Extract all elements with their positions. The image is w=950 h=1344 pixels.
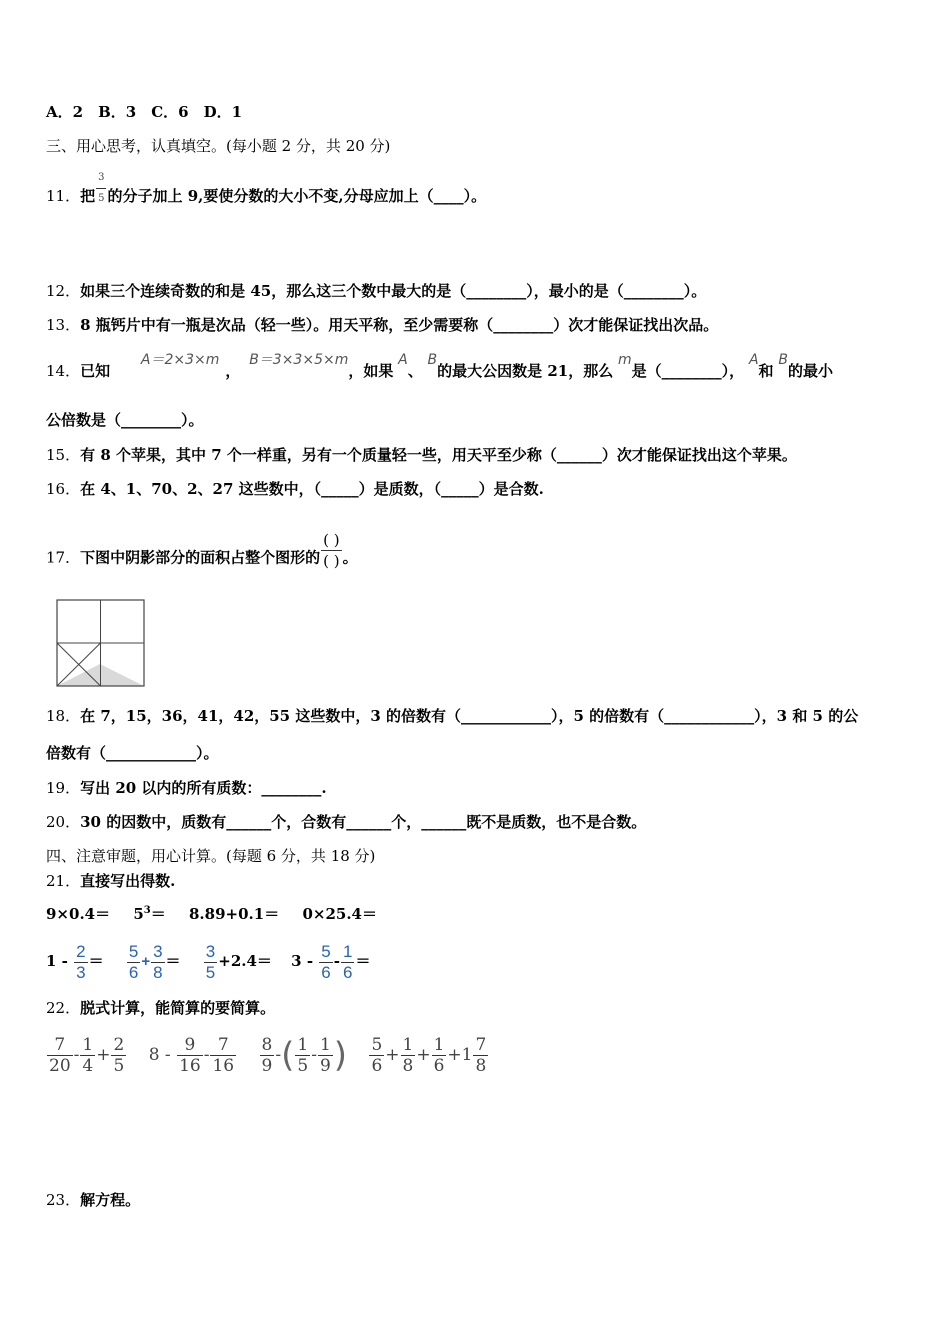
q17-fraction xyxy=(321,530,341,571)
q16-text: 在 4、1、70、2、27 这些数中，（_____）是质数，（_____）是合数. xyxy=(80,480,544,498)
q16-number: 16． xyxy=(46,480,81,498)
q21-r2-d-post: ＝ xyxy=(355,952,371,970)
q19-number: 19． xyxy=(46,779,81,797)
q11-frac-denominator: 5 xyxy=(96,188,106,209)
q22-e2-pre: 8 - xyxy=(148,1045,171,1065)
q22-e3-left-paren: ( xyxy=(281,1035,295,1076)
q22-e1-op-1: - xyxy=(73,1045,80,1065)
q17-text: 下图中阴影部分的面积占整个图形的 xyxy=(80,548,321,567)
question-22 xyxy=(46,998,275,1018)
frac-numerator: 8 xyxy=(261,1035,273,1055)
q22-e2-frac-1 xyxy=(177,1035,203,1076)
q11-fraction xyxy=(96,168,106,209)
q22-e4-frac-2 xyxy=(401,1035,416,1076)
q14-var-m: m xyxy=(618,352,632,368)
frac-numerator: 1 xyxy=(433,1035,445,1055)
question-15 xyxy=(46,445,797,465)
frac-denominator: 4 xyxy=(82,1056,94,1076)
q14-number: 14． xyxy=(46,362,81,380)
frac-numerator: 7 xyxy=(54,1035,66,1055)
q21-item-3: 8.89+0.1＝ xyxy=(189,905,280,923)
question-16 xyxy=(46,479,544,499)
section4-title: 四、注意审题，用心计算。(每题 6 分，共 18 分) xyxy=(46,847,376,865)
frac-numerator: 2 xyxy=(76,941,86,961)
frac-denominator: 16 xyxy=(212,1056,235,1076)
q17-post: 。 xyxy=(342,548,358,567)
frac-denominator: 9 xyxy=(261,1056,273,1076)
frac-denominator: 8 xyxy=(475,1056,487,1076)
q17-grid-figure xyxy=(56,599,146,688)
q17-frac-numerator: ( ) xyxy=(323,531,340,549)
q14-text-5: 和 xyxy=(758,362,774,380)
frac-numerator: 5 xyxy=(128,941,139,961)
q21-r2-c-frac xyxy=(204,942,217,983)
q14-expr-a: A＝2×3×m xyxy=(140,352,220,368)
q21-item-2-exponent: 3 xyxy=(143,905,151,916)
question-17 xyxy=(46,531,358,579)
q22-e3-right-paren: ) xyxy=(333,1035,348,1076)
frac-numerator: 5 xyxy=(371,1035,383,1055)
q22-expr-4 xyxy=(368,1035,489,1076)
q14-text-3: 的最大公因数是 21，那么 xyxy=(437,362,614,380)
q22-expressions xyxy=(46,1034,489,1076)
q22-e4-frac-4 xyxy=(473,1035,488,1076)
q21-title: 直接写出得数. xyxy=(80,872,176,890)
question-13 xyxy=(46,315,718,335)
frac-denominator: 5 xyxy=(113,1056,125,1076)
q17-number: 17． xyxy=(46,548,81,567)
q22-e3-op-2: - xyxy=(311,1045,317,1065)
q22-e4-op-1: + xyxy=(385,1045,400,1065)
frac-numerator: 7 xyxy=(217,1035,229,1055)
frac-denominator: 16 xyxy=(179,1056,201,1076)
q14-var-a2: A xyxy=(748,352,759,368)
frac-numerator: 2 xyxy=(113,1035,125,1055)
q22-title: 脱式计算，能简算的要简算。 xyxy=(80,999,276,1017)
q21-r2-a-pre: 1 - xyxy=(46,952,68,970)
q21-r2-d-pre: 3 - xyxy=(291,952,314,970)
q22-e2-op-1: - xyxy=(203,1045,210,1065)
q14-var-b: B xyxy=(427,352,438,368)
q21-item-4: 0×25.4＝ xyxy=(302,905,377,923)
q22-e3-op-1: - xyxy=(275,1045,282,1065)
q21-r2-b-frac-1 xyxy=(127,942,140,983)
q21-r2-d-frac-2 xyxy=(341,942,354,983)
question-11 xyxy=(46,172,487,227)
q15-number: 15． xyxy=(46,446,81,464)
q12-number: 12． xyxy=(46,282,81,300)
q14-text-2: ，如果 xyxy=(348,362,394,380)
q12-text: 如果三个连续奇数的和是 45，那么这三个数中最大的是（________），最小的是（________）。 xyxy=(80,282,707,300)
q14-text-1: 已知 xyxy=(80,362,111,380)
q22-e3-frac-1 xyxy=(260,1035,275,1076)
frac-denominator: 5 xyxy=(297,1056,309,1076)
question-23 xyxy=(46,1190,140,1210)
q20-text: 30 的因数中，质数有______个，合数有______个，______既不是质数，也不是合数。 xyxy=(80,813,647,831)
frac-denominator: 20 xyxy=(49,1056,71,1076)
q22-e1-frac-3 xyxy=(111,1035,126,1076)
q20-number: 20． xyxy=(46,813,81,831)
q22-e1-frac-1 xyxy=(47,1035,73,1076)
frac-denominator: 9 xyxy=(319,1056,331,1076)
q22-e1-frac-2 xyxy=(80,1035,95,1076)
frac-numerator: 1 xyxy=(319,1035,331,1055)
q22-expr-3 xyxy=(259,1035,353,1076)
q21-r2-d-frac-1 xyxy=(319,942,332,983)
q23-number: 23． xyxy=(46,1191,81,1209)
q13-text: 8 瓶钙片中有一瓶是次品（轻一些）。用天平称，至少需要称（________）次才能保证找出次品。 xyxy=(80,316,719,334)
question-18 xyxy=(46,706,858,726)
frac-numerator: 9 xyxy=(184,1035,196,1055)
q22-e1-op-2: + xyxy=(96,1045,111,1065)
q14-comma: ， xyxy=(225,362,241,380)
frac-denominator: 6 xyxy=(128,962,139,982)
q21-r2-c-post: +2.4＝ xyxy=(218,952,272,970)
question-14 xyxy=(46,352,833,382)
q21-r2-a-post: ＝ xyxy=(88,952,104,970)
frac-denominator: 8 xyxy=(153,962,163,982)
q21-row-2 xyxy=(46,940,370,983)
q15-text: 有 8 个苹果，其中 7 个一样重，另有一个质量轻一些，用天平至少称（______）次才能保证找出这个苹果。 xyxy=(80,446,797,464)
q22-e3-frac-2 xyxy=(295,1035,310,1076)
frac-denominator: 6 xyxy=(343,962,353,982)
q14-text-4: 是（________）， xyxy=(631,362,745,380)
q18-number: 18． xyxy=(46,707,81,725)
q14-sep: 、 xyxy=(407,362,423,380)
q11-text: 的分子加上 9,要使分数的大小不变,分母应加上（____）。 xyxy=(107,187,487,205)
frac-numerator: 5 xyxy=(321,941,331,961)
section3-title: 三、用心思考，认真填空。(每小题 2 分，共 20 分) xyxy=(46,137,391,155)
question-12 xyxy=(46,281,706,301)
frac-numerator: 3 xyxy=(153,941,163,961)
question-21 xyxy=(46,871,175,891)
q21-r2-a-frac xyxy=(74,942,87,983)
q22-e4-op-2: + xyxy=(416,1045,431,1065)
frac-denominator: 6 xyxy=(433,1056,445,1076)
q21-r2-b-op: + xyxy=(141,953,151,970)
q19-text: 写出 20 以内的所有质数：________. xyxy=(80,779,327,797)
q14-line-2: 公倍数是（________）。 xyxy=(46,411,204,429)
q23-title: 解方程。 xyxy=(80,1191,141,1209)
frac-numerator: 3 xyxy=(205,941,216,961)
q11-frac-numerator: 3 xyxy=(98,172,105,183)
q22-e4-op-3: +1 xyxy=(447,1045,473,1065)
q18-line-2: 倍数有（____________）。 xyxy=(46,744,219,762)
q14-expr-b: B＝3×3×5×m xyxy=(249,352,349,368)
q22-e3-frac-3 xyxy=(318,1035,333,1076)
q22-expr-2 xyxy=(148,1035,243,1076)
frac-numerator: 1 xyxy=(343,941,353,961)
frac-denominator: 3 xyxy=(76,962,86,982)
q21-item-2-eq: ＝ xyxy=(150,905,166,923)
q14-var-b2: B xyxy=(778,352,788,368)
q11-number: 11． xyxy=(46,187,81,205)
frac-numerator: 1 xyxy=(402,1035,414,1055)
q21-item-1: 9×0.4＝ xyxy=(46,905,111,923)
frac-denominator: 6 xyxy=(321,962,331,982)
q22-e4-frac-3 xyxy=(432,1035,447,1076)
frac-denominator: 6 xyxy=(371,1056,383,1076)
q22-expr-1 xyxy=(46,1035,133,1076)
q21-row-1 xyxy=(46,904,377,924)
q14-text-6: 的最小 xyxy=(787,362,833,380)
frac-numerator: 1 xyxy=(82,1035,94,1055)
q13-number: 13． xyxy=(46,316,81,334)
q10-options: A．2 B．3 C．6 D．1 xyxy=(46,103,243,121)
q14-var-a: A xyxy=(398,352,408,368)
frac-numerator: 1 xyxy=(297,1035,309,1055)
q22-e4-frac-1 xyxy=(369,1035,384,1076)
frac-denominator: 8 xyxy=(402,1056,414,1076)
q21-r2-b-post: ＝ xyxy=(165,952,181,970)
q21-r2-d-op: - xyxy=(333,952,340,970)
frac-denominator: 5 xyxy=(205,962,216,982)
q17-frac-denominator: ( ) xyxy=(323,552,340,570)
question-19 xyxy=(46,778,327,798)
frac-numerator: 7 xyxy=(475,1035,487,1055)
q21-item-2-base: 5 xyxy=(133,905,144,923)
question-20 xyxy=(46,812,646,832)
q11-pre: 把 xyxy=(80,187,96,205)
q18-text: 在 7，15，36，41，42，55 这些数中，3 的倍数有（____________），5 的倍数有（____________），3 和 5 的公 xyxy=(80,707,859,725)
q22-e2-frac-2 xyxy=(210,1035,236,1076)
q21-number: 21． xyxy=(46,872,81,890)
q22-number: 22． xyxy=(46,999,81,1017)
q21-r2-b-frac-2 xyxy=(151,942,164,983)
